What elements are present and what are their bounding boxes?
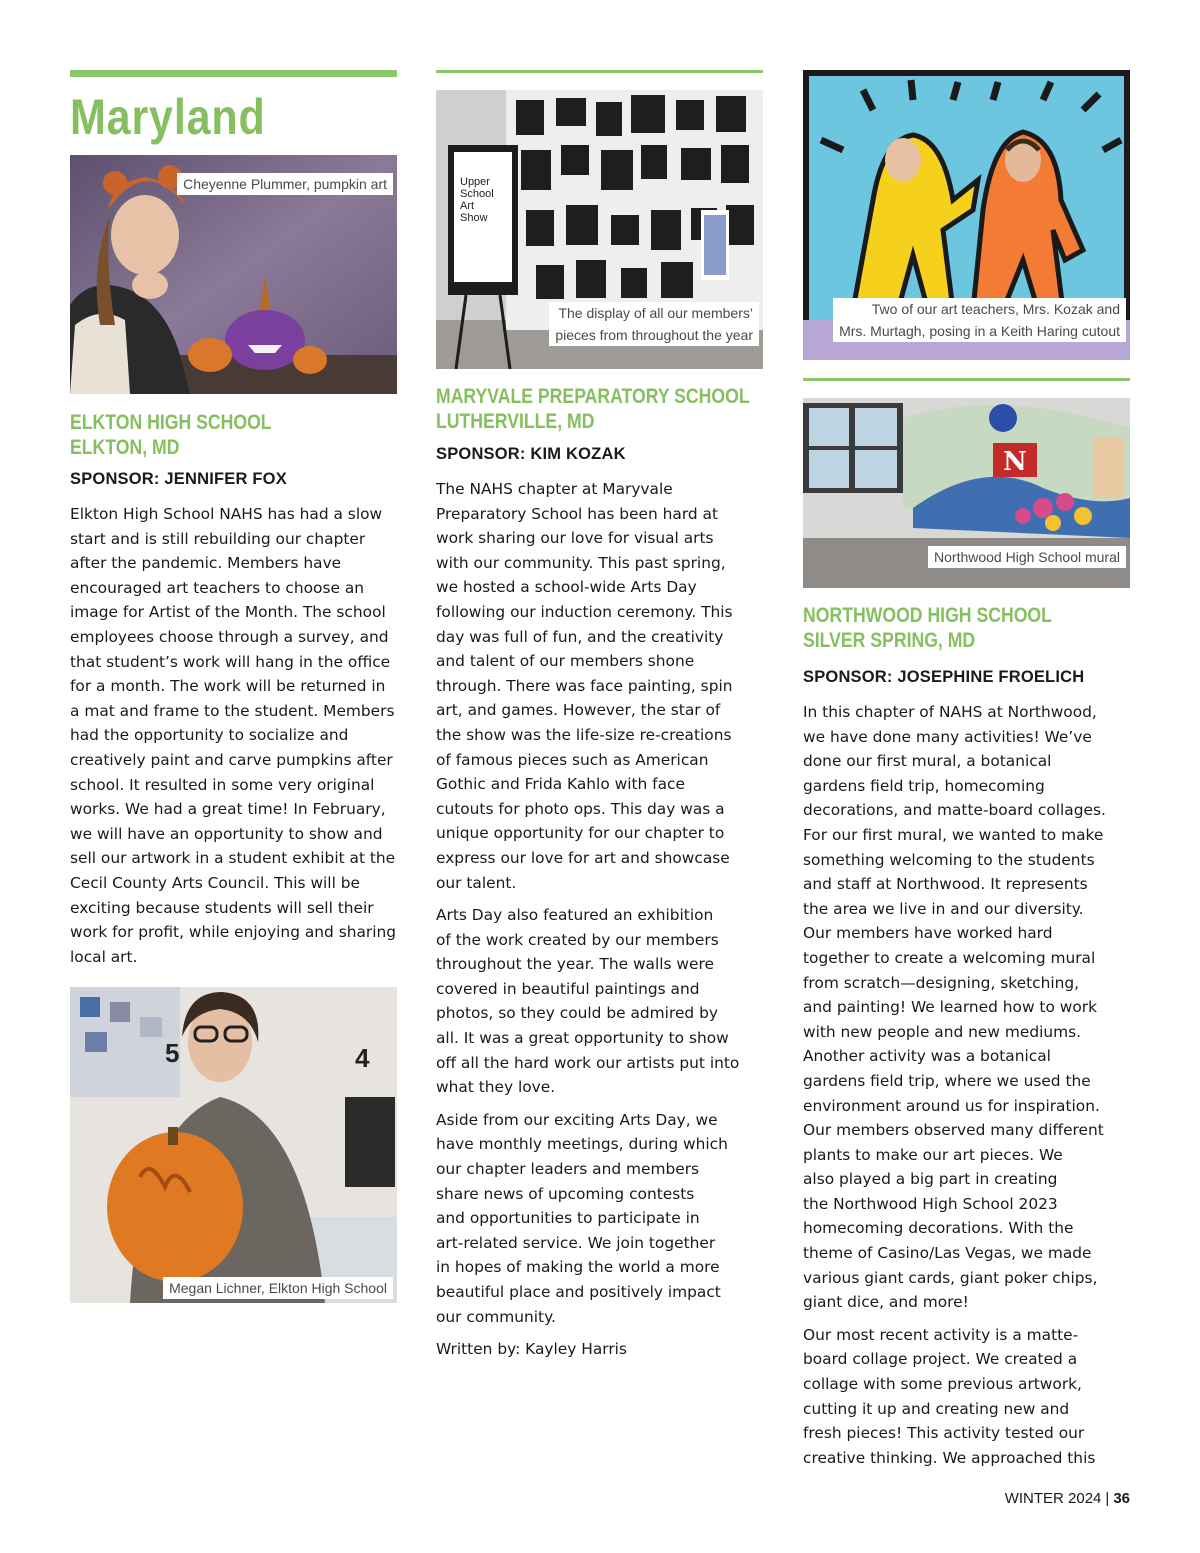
svg-text:4: 4 bbox=[355, 1043, 370, 1073]
caption-line: pieces from throughout the year bbox=[555, 327, 753, 343]
school-name bbox=[70, 410, 272, 460]
school-name bbox=[436, 384, 750, 434]
megan-pumpkin-image bbox=[70, 987, 397, 1303]
pumpkin-art-photo bbox=[70, 155, 397, 394]
photo-caption: Northwood High School mural bbox=[928, 546, 1126, 568]
svg-text:N: N bbox=[1003, 447, 1027, 477]
keith-haring-cutout-photo bbox=[803, 70, 1130, 360]
sign-text: Upper School Art Show bbox=[460, 176, 494, 224]
article-body bbox=[803, 700, 1143, 1478]
sponsor-line: SPONSOR: KIM KOZAK bbox=[436, 445, 626, 463]
svg-text:5: 5 bbox=[165, 1038, 180, 1068]
author-credit: Written by: Kayley Harris bbox=[436, 1340, 627, 1359]
megan-pumpkin-photo bbox=[70, 987, 397, 1303]
caption-line: Mrs. Murtagh, posing in a Keith Haring cutout bbox=[839, 323, 1120, 339]
school-name-line: NORTHWOOD HIGH SCHOOL bbox=[803, 604, 1052, 627]
sponsor-line: SPONSOR: JOSEPHINE FROELICH bbox=[803, 668, 1085, 686]
art-show-photo bbox=[436, 90, 763, 369]
photo-caption: Cheyenne Plummer, pumpkin art bbox=[177, 173, 393, 195]
page-title: Maryland bbox=[70, 89, 266, 145]
school-name-line: ELKTON HIGH SCHOOL bbox=[70, 411, 272, 434]
body-paragraph: Aside from our exciting Arts Day, we have monthly meetings, during which our chapter leaders and members share news of upcoming contests and opportunities to participate in art-related service. We join together in hopes of making the world a more beautiful place and positively impact our community. bbox=[436, 1110, 728, 1326]
page-footer bbox=[1005, 1490, 1130, 1507]
section-rule bbox=[70, 70, 397, 77]
section-rule bbox=[803, 378, 1130, 381]
footer-separator: | bbox=[1105, 1490, 1110, 1507]
school-location-line: SILVER SPRING, MD bbox=[803, 629, 976, 652]
article-body bbox=[436, 477, 776, 1370]
page-number: 36 bbox=[1113, 1490, 1130, 1507]
caption-line: The display of all our members’ bbox=[558, 305, 753, 321]
school-name bbox=[803, 603, 1052, 653]
article-body bbox=[70, 502, 410, 977]
school-location-line: LUTHERVILLE, MD bbox=[436, 410, 595, 433]
caption-line: Two of our art teachers, Mrs. Kozak and bbox=[871, 301, 1120, 317]
body-paragraph: Arts Day also featured an exhibition of the work created by our members throughout the year. The walls were covered in beautiful paintings and photos, so they could be admired by all. It was a great opportunity to show off all the hard work our artists put into what they love. bbox=[436, 906, 740, 1097]
section-rule bbox=[436, 70, 763, 73]
body-paragraph: The NAHS chapter at Maryvale Preparatory School has been hard at work sharing our love for visual arts with our community. This past spring, we hosted a school-wide Arts Day following our induction ceremony. This day was full of fun, and the creativity and talent of our members shone through. There was face painting, spin art, and games. However, the star of the show was the life-size re-creations of famous pieces such as American Gothic and Frida Kahlo with face cutouts for photo ops. This day was a unique opportunity for our chapter to express our love for art and showcase our talent. bbox=[436, 480, 733, 892]
body-paragraph: Our most recent activity is a matte- board collage project. We created a collage with some previous artwork, cutting it up and creating new and fresh pieces! This activity tested our creative thinking. We approached this bbox=[803, 1325, 1096, 1467]
school-location-line: ELKTON, MD bbox=[70, 436, 180, 459]
school-name-line: MARYVALE PREPARATORY SCHOOL bbox=[436, 385, 750, 408]
body-paragraph: In this chapter of NAHS at Northwood, we have done many activities! We’ve done our first mural, a botanical gardens field trip, homecoming decorations, and matte-board collages. For our first mural, we wanted to make something welcoming to the students and staff at Northwood. It represents the area we live in and our diversity. Our members have worked hard together to create a welcoming mural from scratch—designing, sketching, and painting! We learned how to work with new people and new mediums. Another activity was a botanical gardens field trip, where we used the environment around us for inspiration. Our members observed many different plants to make our art pieces. We also played a big part in creating the Northwood High School 2023 homecoming decorations. With the theme of Casino/Las Vegas, we made various giant cards, giant poker chips, giant dice, and more! bbox=[803, 703, 1106, 1312]
photo-caption bbox=[549, 302, 759, 346]
photo-caption: Megan Lichner, Elkton High School bbox=[163, 1277, 393, 1299]
photo-caption bbox=[833, 298, 1126, 342]
issue-label: WINTER 2024 bbox=[1004, 1490, 1102, 1507]
mural-photo bbox=[803, 398, 1130, 588]
sponsor-line: SPONSOR: JENNIFER FOX bbox=[70, 470, 287, 488]
body-paragraph: Elkton High School NAHS has had a slow start and is still rebuilding our chapter after the pandemic. Members have encouraged art teachers to choose an image for Artist of the Month. The school employees choose through a survey, and that student’s work will hang in the office for a month. The work will be returned in a mat and frame to the student. Members had the opportunity to socialize and creatively paint and carve pumpkins after school. It resulted in some very original works. We had a great time! In February, we will have an opportunity to show and sell our artwork in a student exhibit at the Cecil County Arts Council. This will be exciting because students will sell their work for profit, while enjoying and sharing local art. bbox=[70, 505, 397, 966]
